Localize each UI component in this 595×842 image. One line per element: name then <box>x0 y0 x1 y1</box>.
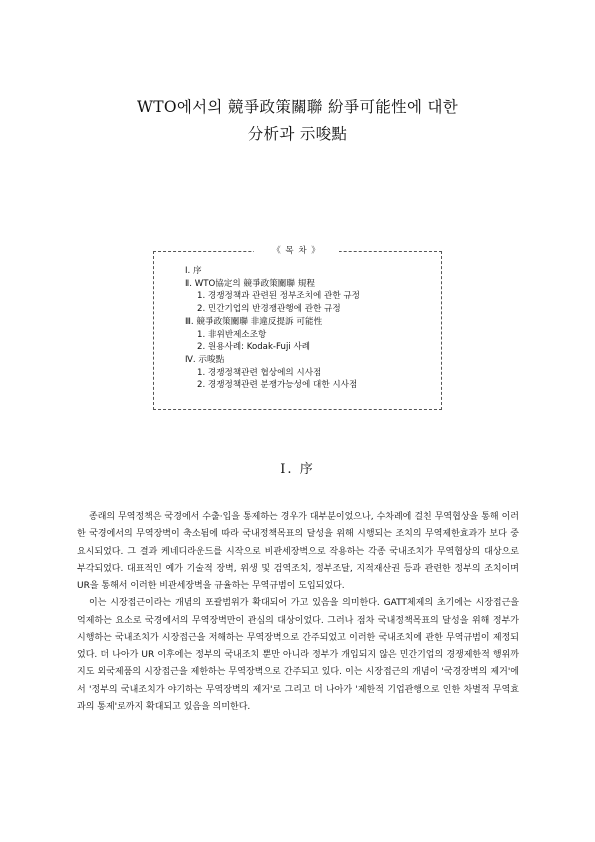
toc-item: Ⅳ. 示唆點 <box>185 354 225 365</box>
toc-item: 2. 원용사례: Kodak-Fuji 사례 <box>197 342 311 353</box>
toc-list <box>185 265 360 392</box>
toc-item: 1. 非위반제소조항 <box>197 329 267 340</box>
body-text <box>77 509 519 716</box>
toc-item: 1. 경쟁정책관련 협상에의 시사점 <box>197 367 322 378</box>
toc-item: Ⅲ. 競爭政策關聯 非違反提訴 可能性 <box>185 316 323 327</box>
title-line-1: WTO에서의 競爭政策關聯 紛爭可能性에 대한 <box>137 98 458 116</box>
body-paragraph: 종래의 무역정책은 국경에서 수출·입을 통제하는 경우가 대부분이었으나, 수차례에 걸친 무역협상을 통해 이러한 국경에서의 무역장벽이 축소됨에 따라 국내정책목표의 달성을 위해 시행되는 조치의 무역제한효과가 보다 중요시되었다. 그 결과 케네디라운드를 시작으로 비관세장벽으로 작용하는 각종 국내조치가 무역협상의 대상으로 부각되었다. 대표적인 예가 기술적 장벽, 위생 및 검역조치, 정부조달, 지적재산권 등과 관련한 정부의 조치이며 UR을 통해서 이러한 비관세장벽을 규율하는 무역규범이 도입되었다. <box>77 512 519 591</box>
toc-item: Ⅱ. WTO協定의 競爭政策關聯 規程 <box>185 278 315 289</box>
toc-heading: 《 목 차 》 <box>254 244 339 256</box>
toc-item: Ⅰ. 序 <box>185 266 202 276</box>
title-line-2: 分析과 示唆點 <box>247 125 348 143</box>
toc-item: 2. 민간기업의 반경쟁관행에 관한 규정 <box>197 304 341 315</box>
section-heading: Ⅰ. 序 <box>280 462 315 477</box>
toc-item: 2. 경쟁정책관련 분쟁가능성에 대한 시사점 <box>197 380 358 391</box>
body-paragraph: 이는 시장접근이라는 개념의 포괄범위가 확대되어 가고 있음을 의미한다. GATT체제의 초기에는 시장접근을 억제하는 요소로 국경에서의 무역장벽만이 관심의 대상이었다. 그러나 점차 국내정책목표의 달성을 위해 정부가 시행하는 국내조치가 시장접근을 저해하는 무역장벽으로 간주되었고 이러한 국내조치에 관한 무역규범이 제정되었다. 더 나아가 UR 이후에는 정부의 국내조치 뿐만 아니라 정부가 개입되지 않은 민간기업의 경쟁제한적 행위까지도 외국제품의 시장접근을 제한하는 무역장벽으로 간주되고 있다. 이는 시장접근의 개념이 '국경장벽의 제거'에서 '정부의 국내조치가 야기하는 무역장벽의 제거'로 그리고 더 나아가 '제한적 기업관행으로 인한 차별적 무역효과의 통제'로까지 확대되고 있음을 의미한다. <box>77 598 519 712</box>
toc-item: 1. 경쟁정책과 관련된 정부조치에 관한 규정 <box>197 291 360 302</box>
